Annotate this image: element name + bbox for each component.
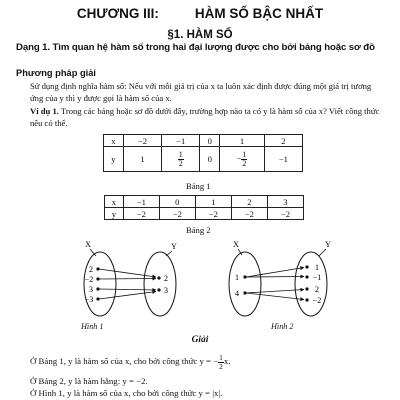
minus-sign: −	[236, 152, 242, 163]
table-1-header-y: y	[104, 147, 124, 172]
solution-line-3: Ở Hình 1, y là hàm số của x, cho bởi công thức y = |x|.	[30, 388, 223, 398]
solution-line-1	[30, 354, 231, 370]
table-2-cell: −2	[123, 208, 159, 220]
figure-2-y-value: −1	[312, 273, 322, 282]
numerator: 1	[219, 353, 223, 362]
solution-line-1-suffix: x.	[223, 356, 231, 367]
figure-1-dot	[157, 276, 160, 279]
figure-2-dot	[305, 275, 308, 278]
table-2-caption: Bảng 2	[186, 225, 211, 235]
solution-heading: Giải	[191, 335, 209, 345]
figure-2-x-value: 4	[235, 289, 239, 298]
table-1-cell: −1	[162, 135, 200, 147]
example-paragraph	[30, 106, 386, 129]
topic-title: Dạng 1. Tìm quan hệ hàm số trong hai đại lượng được cho bởi bảng hoặc sơ đồ	[16, 42, 375, 53]
table-1-row-x	[104, 135, 303, 147]
figure-1-dot	[157, 288, 160, 291]
table-2-cell: 3	[267, 196, 303, 208]
figure-2-y-value: 2	[315, 285, 319, 294]
figure-2-x-value: 1	[235, 273, 239, 282]
figure-2-dot	[305, 287, 308, 290]
solution-line-1-prefix: Ở Bảng 1, y là hàm số của x, cho bởi công thức y = −	[30, 356, 219, 367]
table-2-header-y: y	[105, 208, 124, 220]
figure-1-mapping-arrow	[99, 289, 156, 290]
table-2-cell: 0	[159, 196, 195, 208]
figure-2-y-label: Y	[325, 240, 331, 249]
figure-2-x-label: X	[233, 240, 239, 249]
denominator: 2	[178, 158, 183, 168]
numerator: 1	[178, 149, 183, 159]
table-2-row-x	[105, 196, 304, 208]
table-1-cell-fraction	[220, 147, 265, 172]
fraction	[178, 151, 184, 168]
table-1-cell: 0	[200, 135, 220, 147]
figure-1-y-value: 3	[164, 286, 168, 295]
figure-2-caption: Hình 2	[271, 322, 294, 331]
figure-2-dot	[305, 265, 308, 268]
mapping-diagrams	[55, 238, 355, 323]
table-2-cell: −2	[267, 208, 303, 220]
table-2	[104, 195, 304, 220]
table-2-row-y	[105, 208, 304, 220]
figure-1-x-value: 2	[89, 265, 93, 274]
method-heading: Phương pháp giải	[16, 68, 96, 78]
numerator: 1	[242, 149, 247, 159]
figure-1-diagram	[84, 240, 177, 316]
figure-1-mapping-arrow	[99, 269, 156, 277]
fraction	[241, 151, 247, 168]
table-1-cell-fraction	[162, 147, 200, 172]
figure-1-x-value: −3	[84, 295, 94, 304]
table-1-cell: 0	[200, 147, 220, 172]
table-2-cell: −2	[195, 208, 231, 220]
figure-1-x-value: 3	[89, 285, 93, 294]
figure-1-y-arrow	[166, 251, 172, 256]
table-2-cell: 1	[195, 196, 231, 208]
example-text: Trong các bảng hoặc sơ đồ dưới đây, trường hợp nào ta có y là hàm số của x? Viết công thức nếu có thể.	[30, 106, 380, 128]
figure-2-dot	[305, 298, 308, 301]
table-1-caption: Bảng 1	[186, 181, 211, 191]
table-1-cell: 1	[220, 135, 265, 147]
table-1	[103, 134, 303, 172]
denominator: 2	[242, 158, 247, 168]
table-2-cell: −2	[159, 208, 195, 220]
figure-1-mapping-arrow	[99, 292, 156, 300]
method-paragraph: Sử dụng định nghĩa hàm số: Nếu với mỗi giá trị của x ta luôn xác định được đúng một giá trị tương ứng của y thì y được gọi là hàm số của x.	[30, 81, 372, 103]
figure-1-y-value: 2	[164, 274, 168, 283]
figure-1-y-label: Y	[171, 242, 177, 251]
table-2-cell: −2	[231, 208, 267, 220]
table-1-header-x: x	[104, 135, 124, 147]
table-1-cell: 2	[264, 135, 302, 147]
example-label: Ví dụ 1.	[30, 106, 59, 116]
solution-line-2: Ở Bảng 2, y là hàm hằng: y = −2.	[30, 376, 148, 386]
section-title: §1. HÀM SỐ	[167, 29, 233, 41]
table-1-cell: 1	[123, 147, 161, 172]
chapter-number: CHƯƠNG III:	[76, 6, 159, 21]
figure-1-mapping-arrow	[99, 279, 156, 280]
figure-1-y-set	[144, 252, 176, 316]
table-2-cell: −1	[123, 196, 159, 208]
table-1-row-y	[104, 147, 303, 172]
chapter-heading	[0, 6, 400, 21]
figure-2-y-arrow	[319, 249, 326, 256]
denominator: 2	[219, 361, 223, 371]
figure-1-x-label: X	[85, 240, 91, 249]
figure-1-x-value: −2	[84, 275, 94, 284]
table-2-header-x: x	[105, 196, 124, 208]
table-1-cell: −1	[264, 147, 302, 172]
chapter-title: HÀM SỐ BẬC NHẤT	[194, 6, 324, 21]
figure-2-y-value: 1	[315, 263, 319, 272]
figure-2-diagram	[229, 240, 331, 316]
table-2-cell: 2	[231, 196, 267, 208]
figure-1-x-set	[84, 252, 116, 316]
figure-2-mapping-arrow	[246, 277, 304, 278]
figure-1-caption: Hình 1	[81, 322, 104, 331]
figure-2-y-value: −2	[312, 296, 322, 305]
figure-2-y-set	[295, 252, 327, 316]
figure-2-x-set	[229, 252, 261, 316]
table-1-cell: −2	[123, 135, 161, 147]
